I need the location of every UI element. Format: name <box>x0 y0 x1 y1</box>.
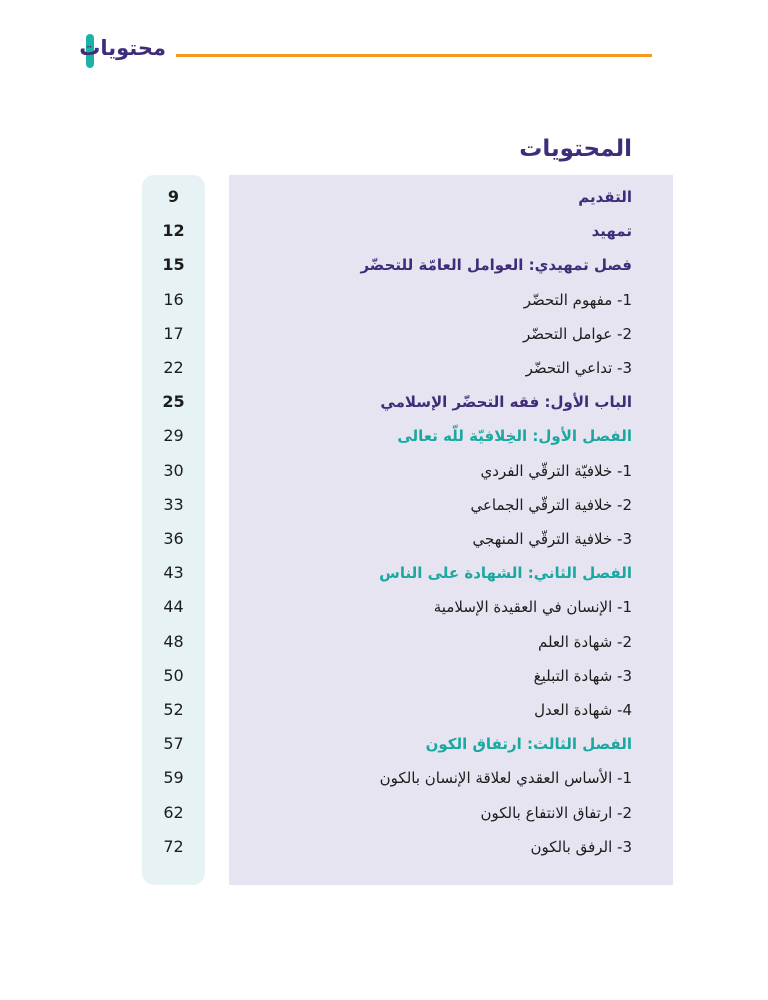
toc-page-number: 22 <box>163 358 184 377</box>
toc-row[interactable] <box>0 556 768 590</box>
toc-entry-label: الباب الأول: فقه التحضّر الإسلامي <box>380 393 632 412</box>
toc-heading: المحتويات <box>519 136 632 162</box>
toc-row[interactable] <box>0 522 768 556</box>
toc-row[interactable] <box>0 454 768 488</box>
toc-row[interactable] <box>0 351 768 385</box>
toc-entry-label: 2- خلافية الترقّي الجماعي <box>470 495 632 514</box>
header-divider <box>176 54 652 57</box>
toc-page-number: 12 <box>162 221 185 241</box>
toc-entry-label: 1- الإنسان في العقيدة الإسلامية <box>433 598 632 617</box>
toc-row[interactable] <box>0 590 768 624</box>
toc-entry-label: 4- شهادة العدل <box>534 701 632 719</box>
toc-page-number: 15 <box>162 255 185 275</box>
toc-page-number: 59 <box>163 768 184 788</box>
page-header <box>0 34 768 74</box>
toc-page-number: 36 <box>163 529 184 548</box>
toc-entry-label: 3- خلافية الترقّي المنهجي <box>472 530 632 548</box>
toc-entry-label: 2- ارتفاق الانتفاع بالكون <box>480 803 632 822</box>
toc-page-number: 72 <box>163 836 184 856</box>
toc-entry-label: 2- شهادة العلم <box>537 632 632 651</box>
toc-row[interactable] <box>0 488 768 522</box>
toc-page-number: 9 <box>167 187 180 206</box>
toc-page-number: 43 <box>163 563 184 583</box>
toc-page-number: 33 <box>163 494 184 514</box>
toc-row[interactable] <box>0 727 768 761</box>
toc-page-number: 29 <box>163 426 184 446</box>
toc-page-number: 52 <box>163 700 184 719</box>
toc-entry-label: فصل تمهيدي: العوامل العامّة للتحضّر <box>360 256 632 275</box>
toc-row[interactable] <box>0 761 768 795</box>
toc-row[interactable] <box>0 283 768 317</box>
toc-entry-label: 3- شهادة التبليغ <box>533 666 632 685</box>
toc-page-number: 16 <box>163 289 184 309</box>
toc-page-number: 57 <box>163 734 184 754</box>
toc-entry-label: تمهيد <box>591 222 632 241</box>
toc-row[interactable] <box>0 659 768 693</box>
toc-row[interactable] <box>0 796 768 830</box>
toc-entry-label: الفصل الثالث: ارتفاق الكون <box>425 735 632 754</box>
toc-page-number: 30 <box>163 460 184 480</box>
toc-entry-label: الفصل الثاني: الشهادة على الناس <box>379 564 632 583</box>
toc-page-number: 48 <box>163 631 184 651</box>
toc-page-number: 25 <box>162 392 185 412</box>
toc-entry-label: التقديم <box>578 188 632 206</box>
toc-page-number: 44 <box>163 597 184 617</box>
toc-entry-label: 1- مفهوم التحضّر <box>523 290 632 309</box>
toc-row[interactable] <box>0 693 768 727</box>
toc-entry-label: 3- الرفق بالكون <box>530 837 632 856</box>
toc-entry-label: 1- خلافيّة الترقّي الفردي <box>480 461 632 480</box>
toc-row[interactable] <box>0 830 768 864</box>
toc-row[interactable] <box>0 385 768 419</box>
toc-row[interactable] <box>0 248 768 282</box>
toc-page-number: 62 <box>163 802 184 822</box>
toc-row[interactable] <box>0 317 768 351</box>
toc-row[interactable] <box>0 419 768 453</box>
toc-entry-label: الفصل الأول: الخِلافيّة للّه تعالى <box>397 427 632 446</box>
toc-entry-label: 1- الأساس العقدي لعلاقة الإنسان بالكون <box>379 769 632 788</box>
toc-page-number: 17 <box>163 323 184 343</box>
toc-row[interactable] <box>0 180 768 214</box>
toc-row[interactable] <box>0 214 768 248</box>
toc-page-number: 50 <box>163 665 184 685</box>
toc-row[interactable] <box>0 625 768 659</box>
header-title: محتويات <box>79 36 166 60</box>
toc-entry-label: 2- عوامل التحضّر <box>523 324 632 343</box>
toc-entry-label: 3- تداعي التحضّر <box>525 359 632 377</box>
